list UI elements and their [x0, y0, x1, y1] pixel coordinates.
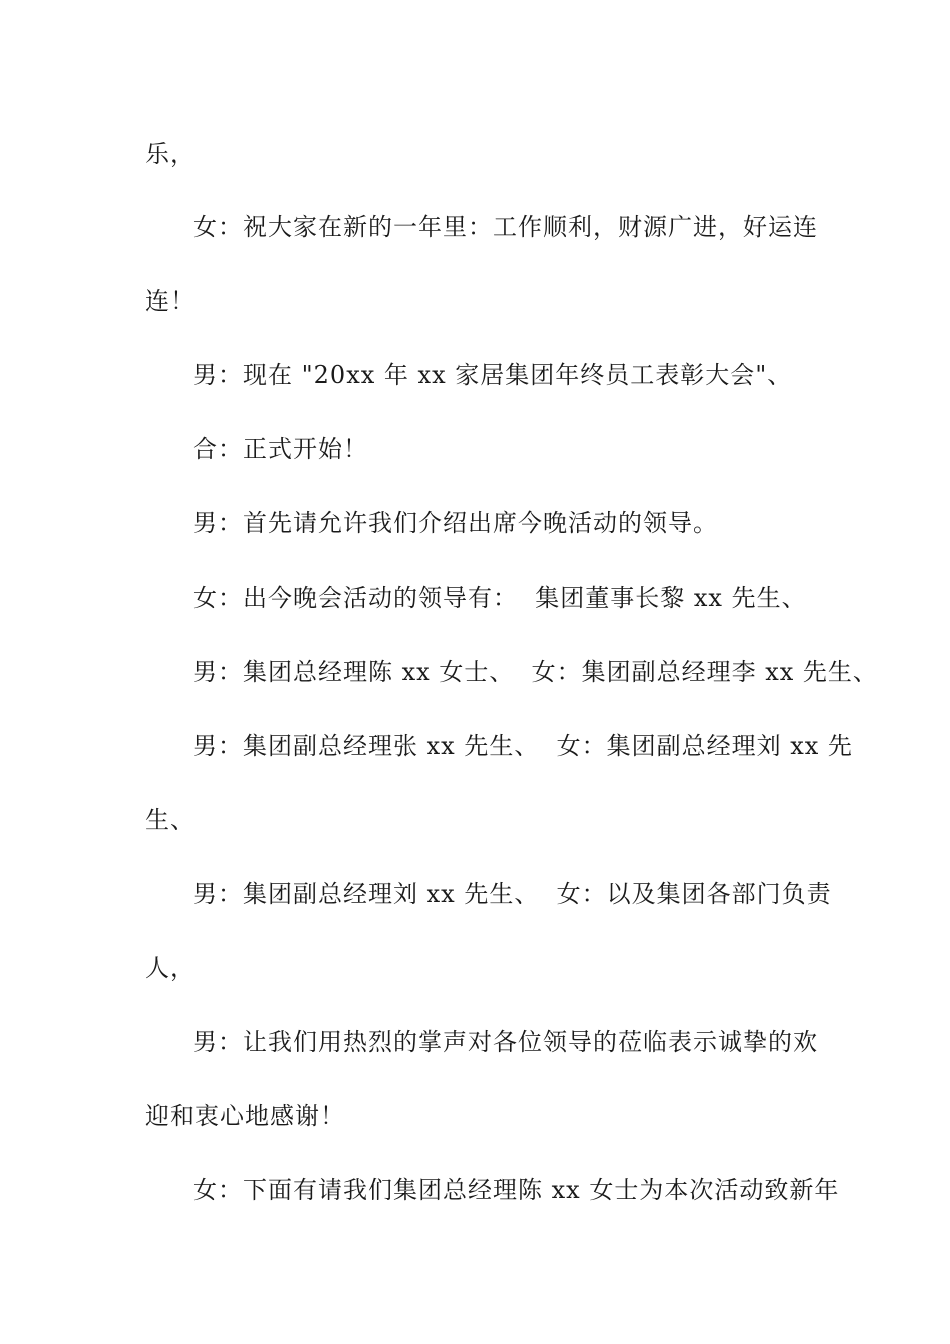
text-line: 男：首先请允许我们介绍出席今晚活动的领导。	[193, 509, 718, 537]
text-line: 男：集团总经理陈 xx 女士、 女：集团副总经理李 xx 先生、	[193, 658, 878, 686]
text-line: 连！	[145, 287, 195, 315]
text-line: 男：集团副总经理张 xx 先生、 女：集团副总经理刘 xx 先	[193, 732, 853, 760]
text-line: 男：让我们用热烈的掌声对各位领导的莅临表示诚挚的欢	[193, 1028, 818, 1056]
text-line: 女：出今晚会活动的领导有： 集团董事长黎 xx 先生、	[193, 584, 807, 612]
text-line: 合：正式开始！	[193, 435, 368, 463]
text-line: 生、	[145, 806, 195, 834]
text-line: 人，	[145, 954, 195, 982]
text-line: 迎和衷心地感谢！	[145, 1102, 345, 1130]
text-line: 男：集团副总经理刘 xx 先生、 女：以及集团各部门负责	[193, 880, 832, 908]
text-line: 女：下面有请我们集团总经理陈 xx 女士为本次活动致新年	[193, 1176, 840, 1204]
text-line: 女：祝大家在新的一年里：工作顺利，财源广进，好运连	[193, 213, 818, 241]
text-line: 男：现在 "20xx 年 xx 家居集团年终员工表彰大会"、	[193, 361, 793, 389]
text-line: 乐，	[145, 140, 195, 168]
